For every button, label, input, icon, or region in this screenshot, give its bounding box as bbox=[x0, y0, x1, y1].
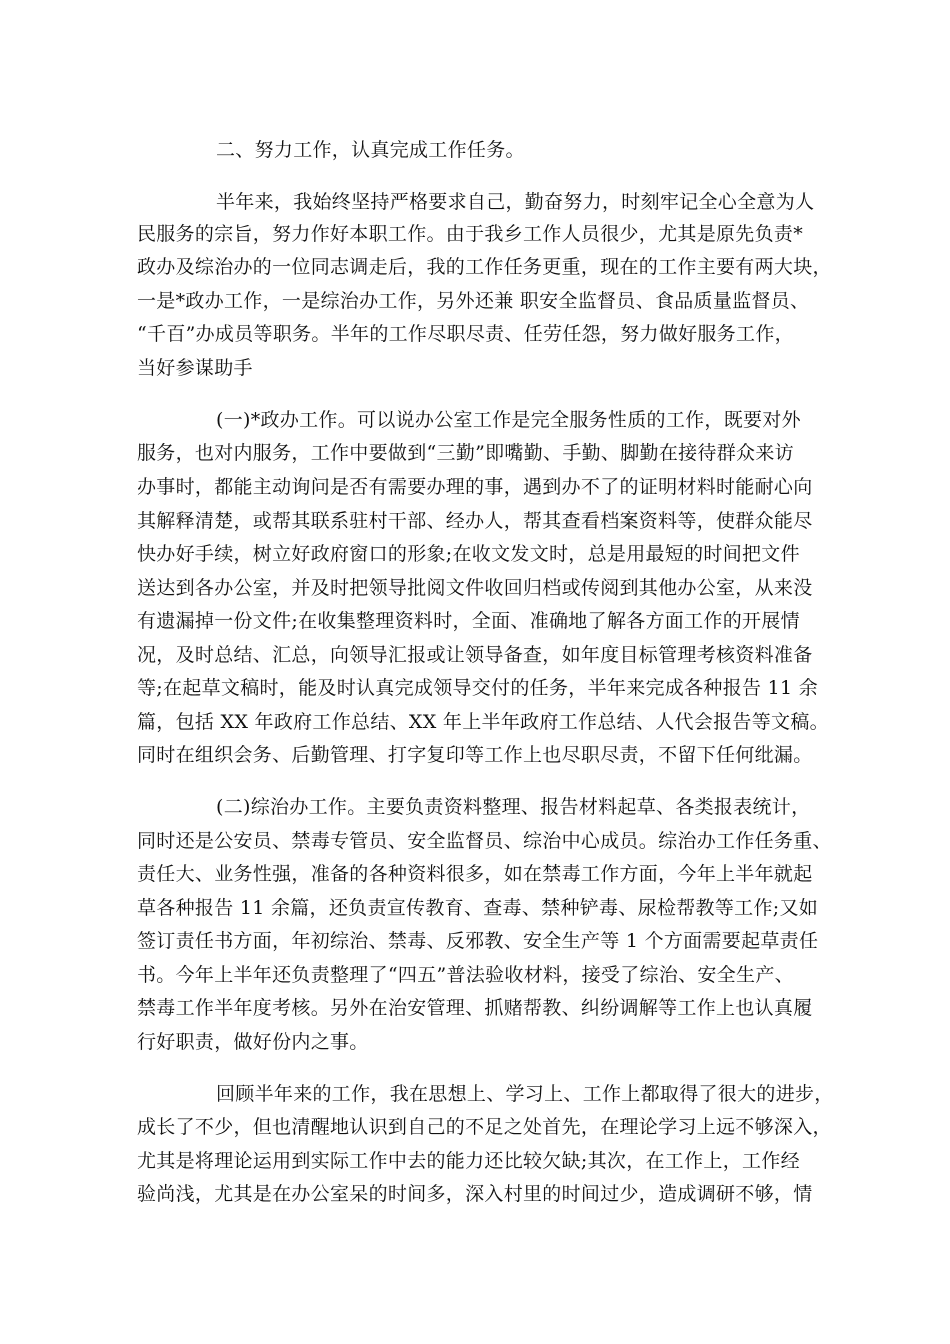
paragraph-2-line: 同时在组织会务、后勤管理、打字复印等工作上也尽职尽责，不留下任何纰漏。 bbox=[137, 744, 813, 766]
paragraph-3-line: 草各种报告 11 余篇，还负责宣传教育、查毒、禁种铲毒、尿检帮教等工作;又如 bbox=[137, 897, 819, 919]
paragraph-2-line: 办事时，都能主动询问是否有需要办理的事，遇到办不了的证明材料时能耐心向 bbox=[137, 476, 813, 498]
paragraph-4-line: 尤其是将理论运用到实际工作中去的能力还比较欠缺;其次，在工作上，工作经 bbox=[137, 1150, 800, 1172]
paragraph-1-line: 半年来，我始终坚持严格要求自己，勤奋努力，时刻牢记全心全意为人 bbox=[216, 191, 815, 213]
paragraph-1-line: 一是*政办工作，一是综治办工作，另外还兼 职安全监督员、食品质量监督员、 bbox=[137, 290, 810, 312]
section-heading: 二、努力工作，认真完成工作任务。 bbox=[216, 139, 525, 161]
paragraph-4-line: 验尚浅，尤其是在办公室呆的时间多，深入村里的时间过少，造成调研不够，情 bbox=[137, 1183, 813, 1205]
paragraph-2-line: 有遗漏掉一份文件;在收集整理资料时，全面、准确地了解各方面工作的开展情 bbox=[137, 610, 800, 632]
paragraph-2-line: 况，及时总结、汇总，向领导汇报或让领导备查，如年度目标管理考核资料准备 bbox=[137, 644, 813, 666]
paragraph-2-line: 其解释清楚，或帮其联系驻村干部、经办人，帮其查看档案资料等，使群众能尽 bbox=[137, 510, 813, 532]
paragraph-2-line: 篇，包括 XX 年政府工作总结、XX 年上半年政府工作总结、人代会报告等文稿。 bbox=[137, 711, 829, 733]
paragraph-3-line: 同时还是公安员、禁毒专管员、安全监督员、综治中心成员。综治办工作任务重、 bbox=[137, 830, 832, 852]
paragraph-2-line: 快办好手续，树立好政府窗口的形象;在收文发文时，总是用最短的时间把文件 bbox=[137, 543, 800, 565]
paragraph-3-line: 行好职责，做好份内之事。 bbox=[137, 1031, 369, 1053]
paragraph-3-line: 禁毒工作半年度考核。另外在治安管理、抓赌帮教、纠纷调解等工作上也认真履 bbox=[137, 997, 813, 1019]
paragraph-1-line: 民服务的宗旨，努力作好本职工作。由于我乡工作人员很少，尤其是原先负责* bbox=[137, 223, 804, 245]
paragraph-3-line: 书。今年上半年还负责整理了“四五”普法验收材料，接受了综治、安全生产、 bbox=[137, 964, 794, 986]
paragraph-4-line: 成长了不少，但也清醒地认识到自己的不足之处首先，在理论学习上远不够深入， bbox=[137, 1116, 832, 1138]
paragraph-4-line: 回顾半年来的工作，我在思想上、学习上、工作上都取得了很大的进步， bbox=[216, 1083, 834, 1105]
paragraph-2-line: 服务，也对内服务，工作中要做到“三勤”即嘴勤、手勤、脚勤在接待群众来访 bbox=[137, 442, 794, 464]
paragraph-1-line: 政办及综治办的一位同志调走后，我的工作任务更重，现在的工作主要有两大块， bbox=[137, 256, 832, 278]
paragraph-3-line: 签订责任书方面，年初综治、禁毒、反邪教、安全生产等 1 个方面需要起草责任 bbox=[137, 930, 819, 952]
paragraph-1-line: 当好参谋助手 bbox=[137, 357, 253, 379]
paragraph-2-line: 等;在起草文稿时，能及时认真完成领导交付的任务，半年来完成各种报告 11 余 bbox=[137, 677, 819, 699]
paragraph-2-line: 送达到各办公室，并及时把领导批阅文件收回归档或传阅到其他办公室，从来没 bbox=[137, 577, 813, 599]
paragraph-2-line: (一)*政办工作。可以说办公室工作是完全服务性质的工作，既要对外 bbox=[216, 409, 801, 431]
paragraph-1-line: “千百”办成员等职务。半年的工作尽职尽责、任劳任怨，努力做好服务工作， bbox=[137, 323, 794, 345]
paragraph-3-line: 责任大、业务性强，准备的各种资料很多，如在禁毒工作方面，今年上半年就起 bbox=[137, 863, 813, 885]
paragraph-3-line: (二)综治办工作。主要负责资料整理、报告材料起草、各类报表统计， bbox=[216, 796, 811, 818]
